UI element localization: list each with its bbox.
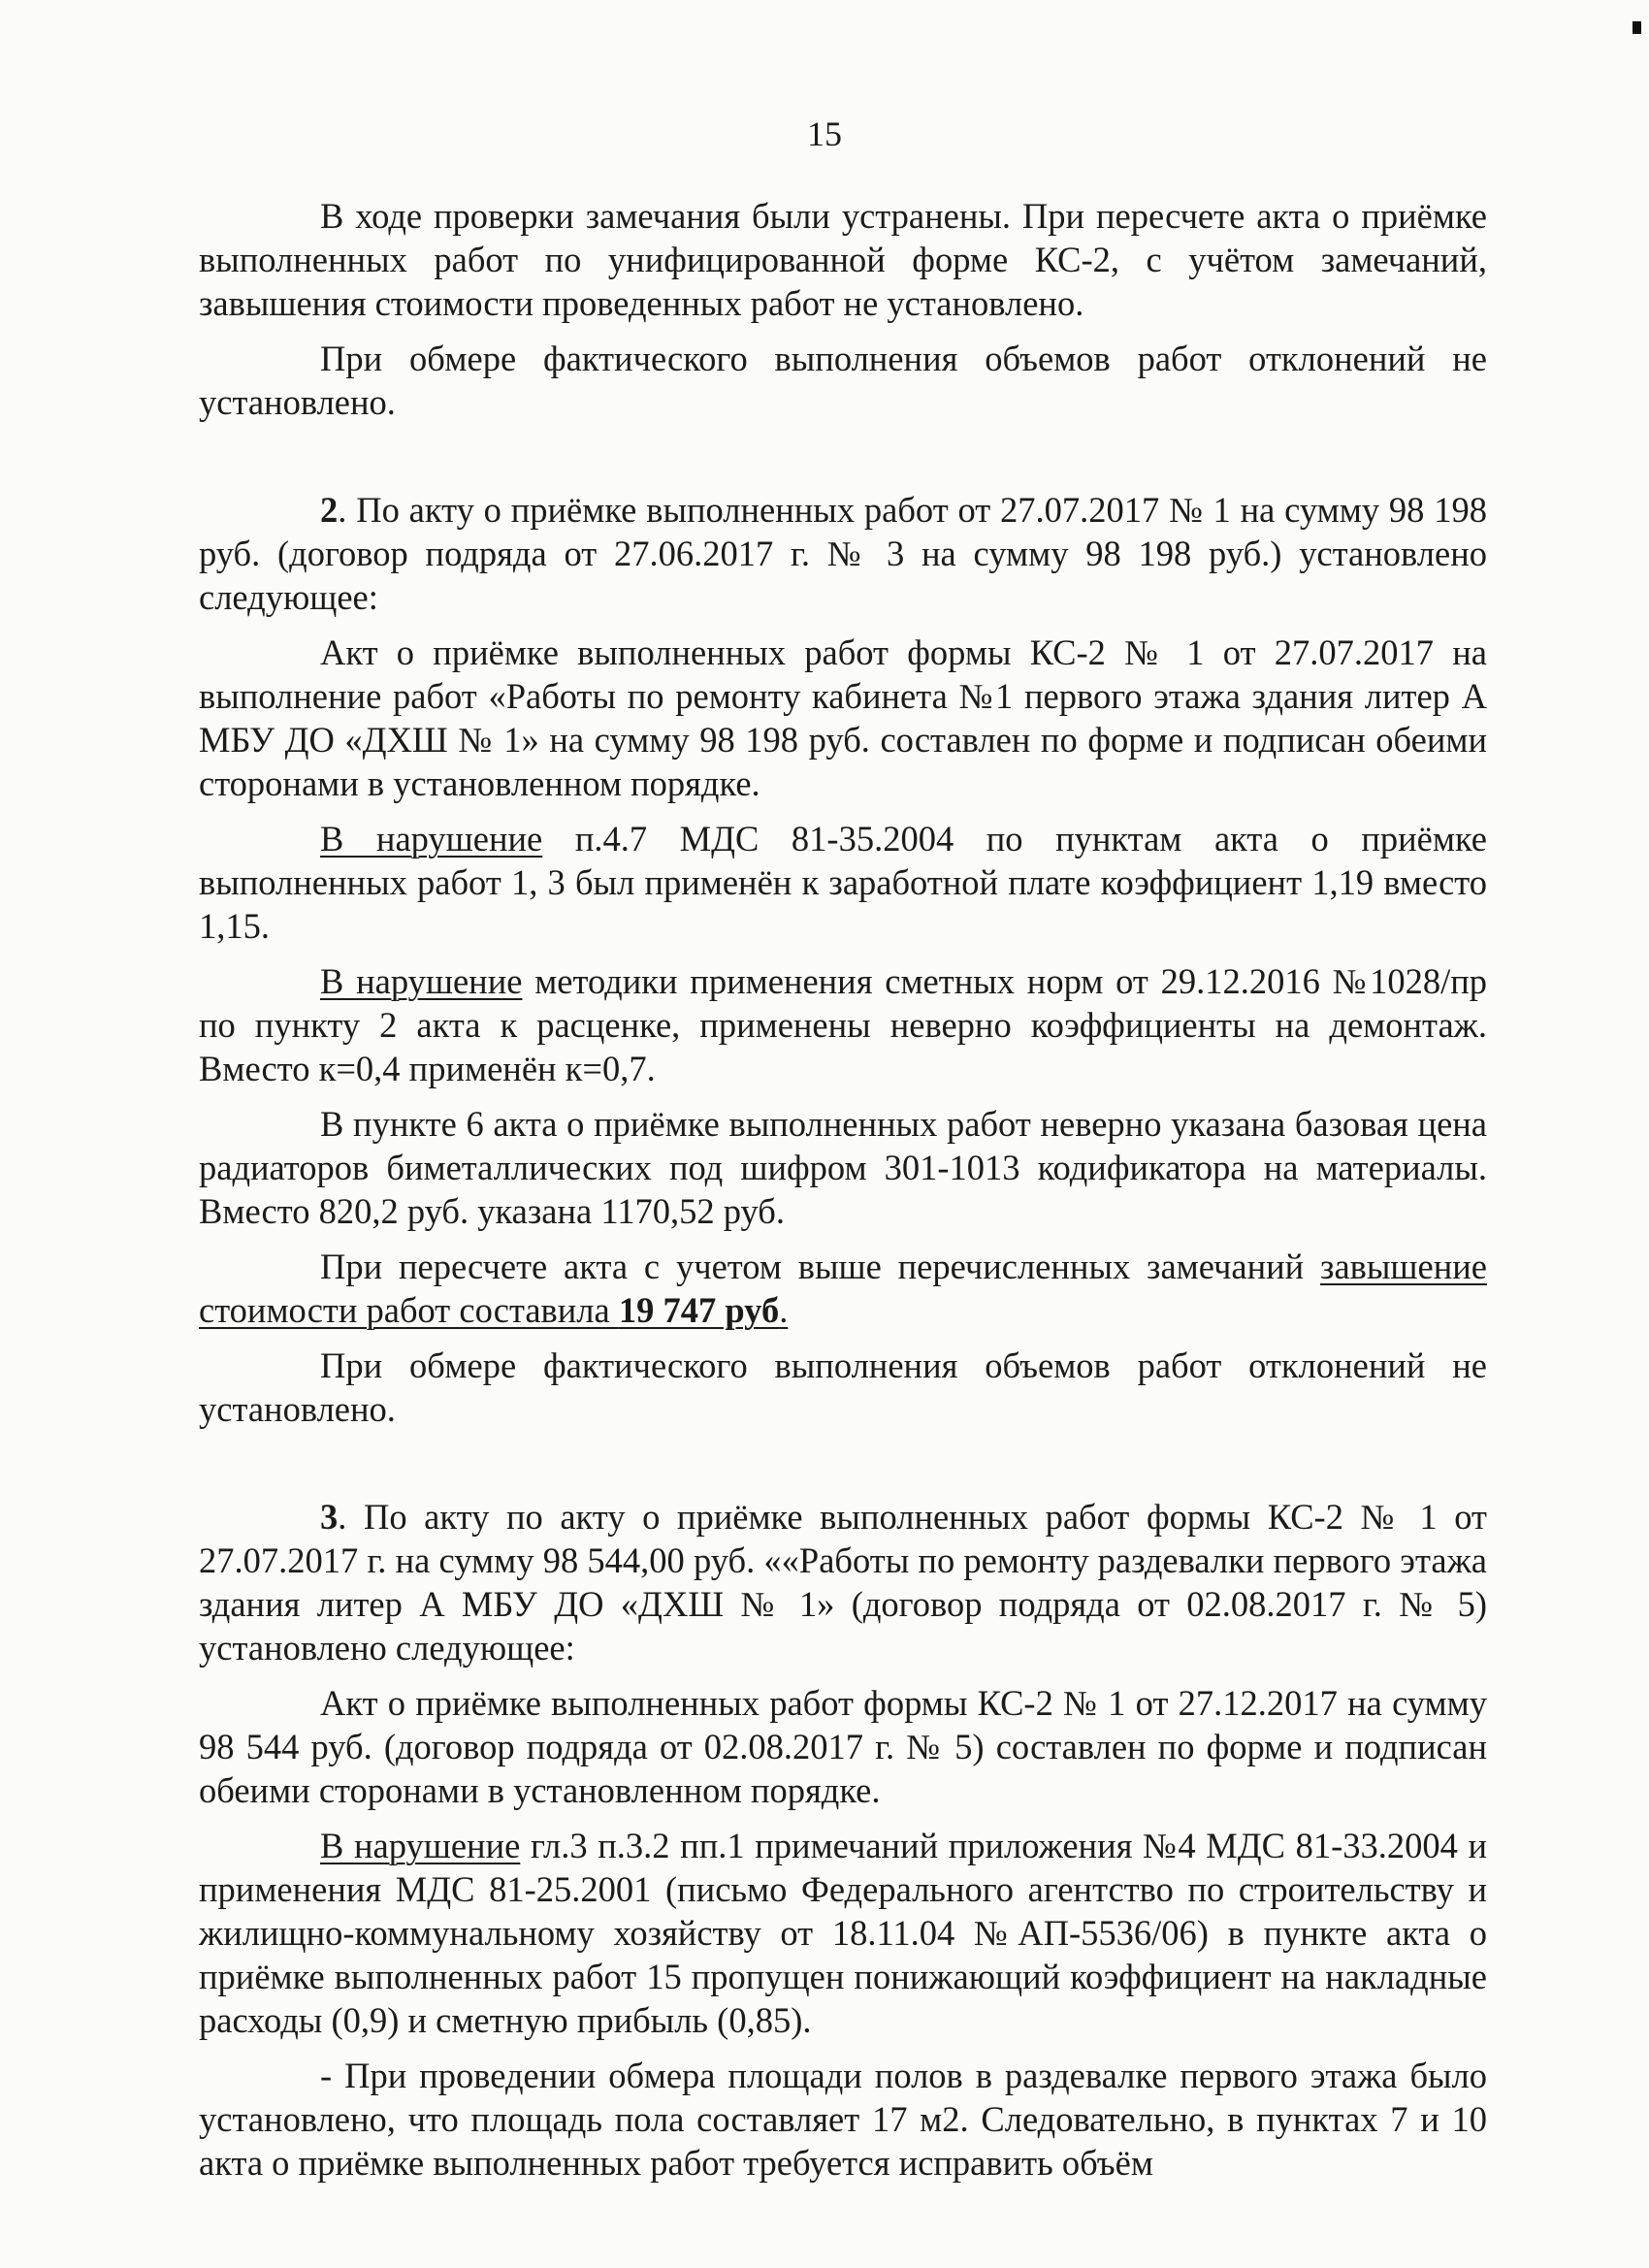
violation-label: В нарушение [320, 819, 543, 859]
section-2-recalc-paragraph [199, 1245, 1487, 1332]
paragraph-measure-result: При обмере фактического выполнения объемов работ отклонений не установлено. [199, 339, 1487, 422]
violation-label: В нарушение [320, 1826, 521, 1865]
violation-text: гл.3 п.3.2 пп.1 примечаний приложения №4 МДС 81-33.2004 и применения МДС 81-25.2001 (письмо Федерального агентство по строительству и жилищно-коммунальному хозяйству от 18.11.04 №АП-5536/06) в пункте акта о приёмке выполненных работ 15 пропущен понижающий коэффициент на накладные расходы (0,9) и сметную прибыль (0,85). [199, 1826, 1488, 2040]
violation-text: методики применения сметных норм от 29.12.2016 №1028/пр по пункту 2 акта к расценке, применены неверно коэффициенты на демонтаж. Вместо к=0,4 применён к=0,7. [199, 961, 1488, 1088]
section-2-violation-1 [199, 817, 1487, 948]
section-2-violation-2 [199, 959, 1487, 1090]
section-3-intro-text: . По акту по акту о приёмке выполненных работ формы КС-2 № 1 от 27.07.2017 г. на сумму 98 544,00 руб. ««Работы по ремонту раздевалки первого этажа здания литер А МБУ ДО «ДХШ № 1» (договор подряда от 02.08.2017 г. № 5) установлено следующее: [199, 1497, 1487, 1668]
violation-text: п.4.7 МДС 81-35.2004 по пунктам акта о приёмке выполненных работ 1, 3 был применён к заработной плате коэффициент 1,19 вместо 1,15. [199, 819, 1488, 946]
scan-artifact-mark [1633, 21, 1641, 34]
section-3-violation-1 [199, 1824, 1487, 2042]
page-number: 15 [807, 114, 842, 153]
section-3-number: 3 [320, 1497, 339, 1537]
section-2-intro-text: . По акту о приёмке выполненных работ от 27.07.2017 № 1 на сумму 98 198 руб. (договор подряда от 27.06.2017 г. № 3 на сумму 98 198 руб.) установлено следующее: [199, 490, 1487, 617]
document-body [199, 194, 1487, 2196]
section-2-measure-paragraph: При обмере фактического выполнения объемов работ отклонений не установлено. [199, 1345, 1487, 1429]
recalc-end: . [779, 1290, 789, 1330]
section-2-act-paragraph: Акт о приёмке выполненных работ формы КС-2 № 1 от 27.07.2017 на выполнение работ «Работы по ремонту кабинета №1 первого этажа здания литер А МБУ ДО «ДХШ № 1» на сумму 98 198 руб. составлен по форме и подписан обеими сторонами в установленном порядке. [199, 632, 1487, 803]
section-2-intro [199, 488, 1487, 619]
section-3-intro [199, 1495, 1487, 1669]
section-2-number: 2 [320, 490, 339, 530]
section-3-act-paragraph: Акт о приёмке выполненных работ формы КС-2 № 1 от 27.12.2017 на сумму 98 544 руб. (договор подряда от 02.08.2017 г. № 5) составлен по форме и подписан обеими сторонами в установленном порядке. [199, 1683, 1487, 1810]
paragraph-check-result: В ходе проверки замечания были устранены. При пересчете акта о приёмке выполненных работ по унифицированной форме КС-2, с учётом замечаний, завышения стоимости проведенных работ не установлено. [199, 196, 1487, 323]
recalc-underlined-text: завышение стоимости работ составила [199, 1247, 1487, 1330]
recalc-amount: 19 747 руб [618, 1290, 780, 1330]
section-3-floor-paragraph: - При проведении обмера площади полов в раздевалке первого этажа было установлено, что площадь пола составляет 17 м2. Следовательно, в пунктах 7 и 10 акта о приёмке выполненных работ требуется исправить объём [199, 2056, 1487, 2183]
violation-label: В нарушение [320, 961, 523, 1001]
section-2-radiators-paragraph: В пункте 6 акта о приёмке выполненных работ неверно указана базовая цена радиаторов биметаллических под шифром 301-1013 кодификатора на материалы. Вместо 820,2 руб. указана 1170,52 руб. [199, 1104, 1487, 1231]
recalc-text: При пересчете акта с учетом выше перечисленных замечаний [320, 1247, 1321, 1286]
